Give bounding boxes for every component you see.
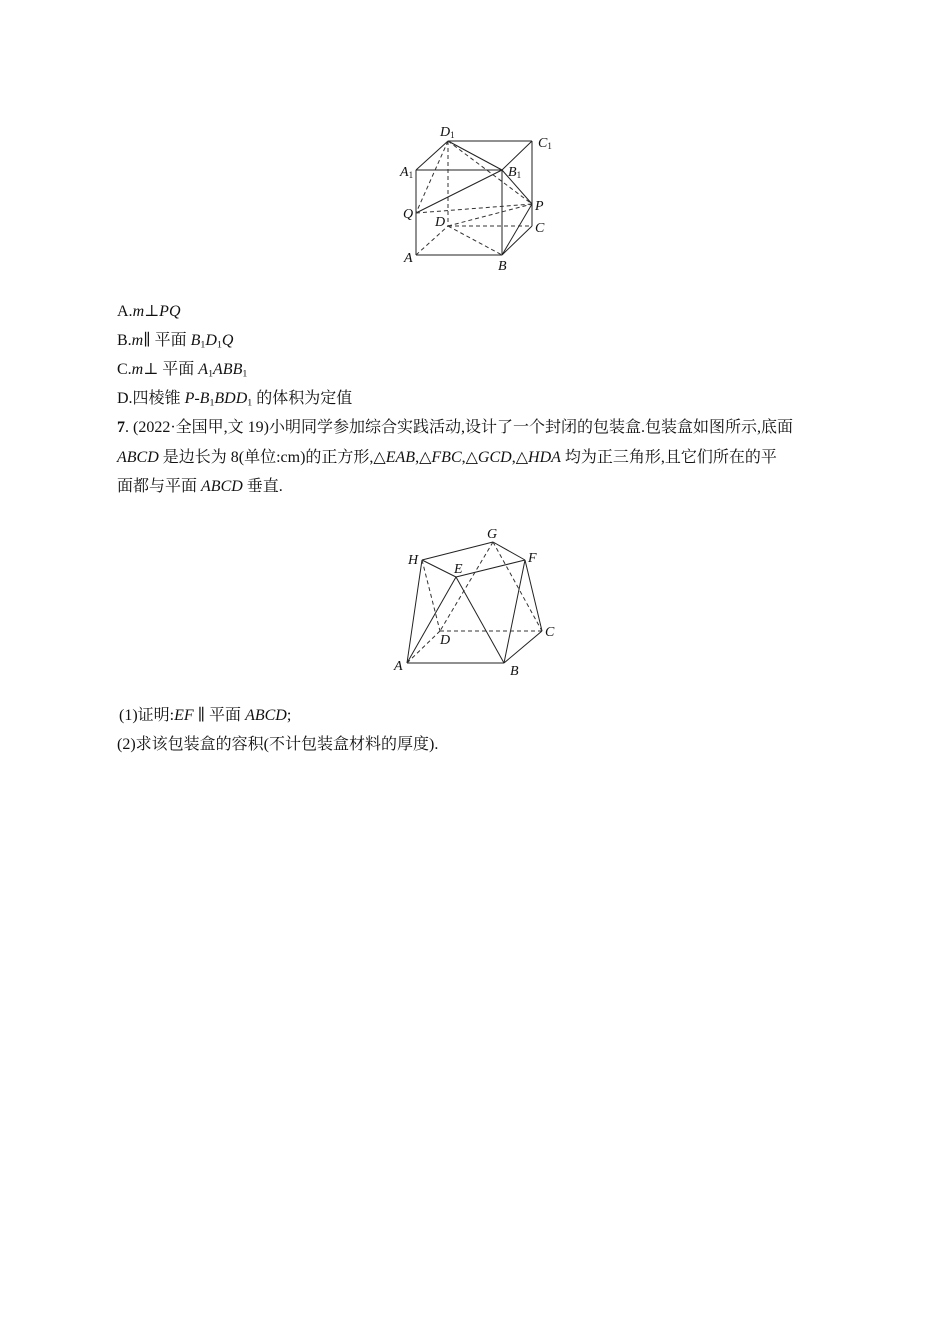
sub-question-2: (2)求该包装盒的容积(不计包装盒材料的厚度). — [117, 736, 439, 753]
question-7-line-3: 面都与平面 ABCD 垂直. — [117, 478, 283, 495]
question-7-line-1: 7. (2022·全国甲,文 19)小明同学参加综合实践活动,设计了一个封闭的包装盒.包装盒如图所示,底面 — [117, 419, 794, 436]
question-number: 7 — [117, 419, 125, 436]
label-d: D — [440, 633, 451, 648]
label-a: A — [404, 251, 413, 266]
label-e: E — [454, 562, 463, 577]
label-d: D — [435, 215, 446, 230]
label-a1: A1 — [400, 165, 414, 180]
option-a: A.m⊥PQ — [117, 303, 181, 320]
sub-question-1: (1)证明:EF ∥ 平面 ABCD; — [119, 707, 292, 724]
label-f: F — [528, 551, 537, 566]
option-c: C.m⊥ 平面 $A_1ABB_1$ — [117, 361, 248, 380]
label-a: A — [394, 659, 403, 674]
label-b: B — [498, 259, 507, 274]
label-b: B — [510, 664, 519, 679]
label-q: Q — [403, 207, 414, 222]
label-h: H — [408, 553, 419, 568]
label-p: P — [535, 199, 544, 214]
label-g: G — [487, 527, 498, 542]
box-diagram — [380, 520, 580, 680]
label-c: C — [535, 221, 545, 236]
label-d1: D1 — [440, 125, 455, 140]
cube-figure — [380, 120, 580, 280]
option-b: B.m∥ 平面 $B_1D_1Q$ — [117, 332, 234, 351]
cube-diagram — [380, 120, 580, 280]
label-c1: C1 — [538, 136, 552, 151]
option-d: D.四棱锥 $P-B_1BDD_1$ 的体积为定值 — [117, 390, 353, 409]
label-c: C — [545, 625, 555, 640]
box-figure — [380, 520, 580, 680]
question-7-line-2: ABCD 是边长为 8(单位:cm)的正方形,△EAB,△FBC,△GCD,△HDA 均为正三角形,且它们所在的平 — [117, 449, 777, 466]
label-b1: B1 — [508, 165, 522, 180]
